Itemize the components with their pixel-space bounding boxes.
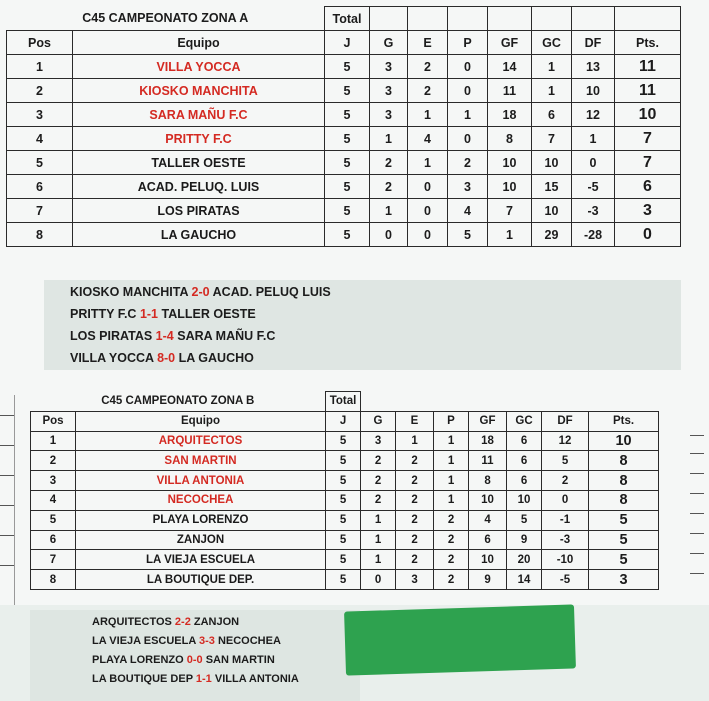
header-gf: GF	[469, 411, 507, 431]
team-cell: TALLER OESTE	[73, 151, 325, 175]
empty-cell	[448, 7, 488, 31]
p-cell: 0	[448, 127, 488, 151]
pos-cell: 2	[31, 451, 76, 471]
j-cell: 5	[326, 490, 361, 510]
gc-cell: 15	[532, 175, 572, 199]
team-cell: KIOSKO MANCHITA	[73, 79, 325, 103]
header-gc: GC	[532, 31, 572, 55]
left-sheet-edge	[0, 395, 15, 605]
header-e: E	[408, 31, 448, 55]
j-cell: 5	[326, 530, 361, 550]
header-j: J	[326, 411, 361, 431]
df-cell: -3	[542, 530, 589, 550]
g-cell: 3	[361, 431, 396, 451]
gf-cell: 8	[469, 471, 507, 491]
home-team: PLAYA LORENZO	[92, 654, 184, 666]
match-score: 2-2	[174, 616, 191, 628]
pos-cell: 3	[31, 471, 76, 491]
j-cell: 5	[326, 471, 361, 491]
e-cell: 2	[396, 530, 434, 550]
j-cell: 5	[326, 550, 361, 570]
table-row	[7, 175, 681, 199]
home-team: VILLA YOCCA	[70, 351, 154, 365]
p-cell: 1	[434, 431, 469, 451]
team-cell: LOS PIRATAS	[73, 199, 325, 223]
g-cell: 1	[361, 550, 396, 570]
empty-cell	[434, 392, 469, 412]
pts-cell: 8	[589, 471, 659, 491]
pts-cell: 8	[589, 490, 659, 510]
header-e: E	[396, 411, 434, 431]
zona-b-title-row	[31, 392, 659, 412]
pts-cell: 8	[589, 451, 659, 471]
team-cell: VILLA ANTONIA	[76, 471, 326, 491]
team-cell: SARA MAÑU F.C	[73, 103, 325, 127]
g-cell: 0	[370, 223, 408, 247]
g-cell: 1	[370, 199, 408, 223]
pos-cell: 8	[31, 570, 76, 590]
pos-cell: 1	[7, 55, 73, 79]
gc-cell: 9	[507, 530, 542, 550]
e-cell: 2	[396, 471, 434, 491]
header-gf: GF	[488, 31, 532, 55]
empty-cell	[361, 392, 396, 412]
match-score: 3-3	[198, 635, 215, 647]
header-df: DF	[572, 31, 615, 55]
gf-cell: 11	[488, 79, 532, 103]
df-cell: 10	[572, 79, 615, 103]
g-cell: 2	[370, 151, 408, 175]
gf-cell: 10	[488, 175, 532, 199]
e-cell: 1	[408, 151, 448, 175]
gf-cell: 6	[469, 530, 507, 550]
empty-cell	[572, 7, 615, 31]
gc-cell: 6	[532, 103, 572, 127]
header-df: DF	[542, 411, 589, 431]
zona-a-results	[44, 280, 681, 370]
e-cell: 2	[408, 79, 448, 103]
gf-cell: 11	[469, 451, 507, 471]
team-cell: LA BOUTIQUE DEP.	[76, 570, 326, 590]
j-cell: 5	[325, 223, 370, 247]
df-cell: -3	[572, 199, 615, 223]
gc-cell: 5	[507, 510, 542, 530]
home-team: KIOSKO MANCHITA	[70, 285, 189, 299]
p-cell: 1	[434, 471, 469, 491]
df-cell: 12	[572, 103, 615, 127]
p-cell: 5	[448, 223, 488, 247]
j-cell: 5	[326, 431, 361, 451]
result-line	[92, 635, 281, 647]
gc-cell: 6	[507, 451, 542, 471]
gc-cell: 1	[532, 79, 572, 103]
gc-cell: 14	[507, 570, 542, 590]
team-cell: NECOCHEA	[76, 490, 326, 510]
gc-cell: 1	[532, 55, 572, 79]
j-cell: 5	[326, 510, 361, 530]
g-cell: 2	[370, 175, 408, 199]
df-cell: 0	[572, 151, 615, 175]
df-cell: 13	[572, 55, 615, 79]
pts-cell: 7	[615, 127, 681, 151]
pts-cell: 3	[615, 199, 681, 223]
p-cell: 2	[434, 550, 469, 570]
df-cell: 12	[542, 431, 589, 451]
table-row	[7, 103, 681, 127]
e-cell: 1	[408, 103, 448, 127]
zona-b-results	[30, 610, 360, 701]
away-team: TALLER OESTE	[161, 307, 256, 321]
away-team: NECOCHEA	[217, 635, 281, 647]
df-cell: 2	[542, 471, 589, 491]
pts-cell: 5	[589, 530, 659, 550]
table-row	[7, 127, 681, 151]
gc-cell: 10	[532, 151, 572, 175]
gf-cell: 14	[488, 55, 532, 79]
team-cell: LA GAUCHO	[73, 223, 325, 247]
zona-b-title: C45 CAMPEONATO ZONA B	[101, 395, 255, 408]
j-cell: 5	[325, 199, 370, 223]
pts-cell: 5	[589, 550, 659, 570]
pos-cell: 1	[31, 431, 76, 451]
g-cell: 2	[361, 471, 396, 491]
empty-cell	[532, 7, 572, 31]
j-cell: 5	[326, 451, 361, 471]
p-cell: 0	[448, 79, 488, 103]
away-team: ZANJON	[193, 616, 240, 628]
pts-cell: 0	[615, 223, 681, 247]
gf-cell: 8	[488, 127, 532, 151]
header-g: G	[370, 31, 408, 55]
zona-a-title-row	[7, 7, 681, 31]
empty-cell	[396, 392, 434, 412]
zona-a-title: C45 CAMPEONATO ZONA A	[82, 11, 249, 26]
gf-cell: 10	[469, 550, 507, 570]
match-score: 1-4	[155, 329, 174, 343]
team-cell: LA VIEJA ESCUELA	[76, 550, 326, 570]
p-cell: 3	[448, 175, 488, 199]
match-score: 8-0	[157, 351, 176, 365]
p-cell: 0	[448, 55, 488, 79]
home-team: ARQUITECTOS	[92, 616, 172, 628]
gf-cell: 4	[469, 510, 507, 530]
team-cell: VILLA YOCCA	[73, 55, 325, 79]
p-cell: 2	[434, 530, 469, 550]
zona-b-header-row	[31, 411, 659, 431]
p-cell: 2	[448, 151, 488, 175]
e-cell: 2	[396, 451, 434, 471]
pos-cell: 4	[7, 127, 73, 151]
gc-cell: 20	[507, 550, 542, 570]
e-cell: 2	[396, 490, 434, 510]
gc-cell: 6	[507, 431, 542, 451]
j-cell: 5	[325, 175, 370, 199]
pts-cell: 11	[615, 79, 681, 103]
pos-cell: 8	[7, 223, 73, 247]
team-cell: ZANJON	[76, 530, 326, 550]
right-sheet-edge	[690, 395, 709, 605]
match-score: 2-0	[191, 285, 210, 299]
gf-cell: 7	[488, 199, 532, 223]
pos-cell: 3	[7, 103, 73, 127]
empty-cell	[615, 7, 681, 31]
pos-cell: 5	[31, 510, 76, 530]
p-cell: 2	[434, 510, 469, 530]
zona-a-header-row	[7, 31, 681, 55]
e-cell: 2	[408, 55, 448, 79]
df-cell: -1	[542, 510, 589, 530]
g-cell: 1	[370, 127, 408, 151]
table-row	[31, 530, 659, 550]
g-cell: 0	[361, 570, 396, 590]
match-score: 0-0	[186, 654, 203, 666]
away-team: LA GAUCHO	[178, 351, 254, 365]
e-cell: 0	[408, 175, 448, 199]
table-row	[31, 550, 659, 570]
empty-cell	[589, 392, 659, 412]
e-cell: 2	[396, 550, 434, 570]
zona-a-total-label: Total	[325, 7, 370, 31]
header-equipo: Equipo	[76, 411, 326, 431]
j-cell: 5	[325, 151, 370, 175]
home-team: LA BOUTIQUE DEP	[92, 673, 193, 685]
g-cell: 1	[361, 510, 396, 530]
zona-a-table	[6, 6, 681, 247]
pts-cell: 3	[589, 570, 659, 590]
empty-cell	[488, 7, 532, 31]
team-cell: PRITTY F.C	[73, 127, 325, 151]
gc-cell: 6	[507, 471, 542, 491]
result-line	[70, 329, 275, 343]
result-line	[92, 616, 239, 628]
empty-cell	[542, 392, 589, 412]
result-line	[92, 673, 299, 685]
table-row	[31, 570, 659, 590]
g-cell: 2	[361, 490, 396, 510]
away-team: SARA MAÑU F.C	[177, 329, 276, 343]
team-cell: PLAYA LORENZO	[76, 510, 326, 530]
away-team: SAN MARTIN	[205, 654, 275, 666]
j-cell: 5	[325, 55, 370, 79]
p-cell: 1	[434, 451, 469, 471]
table-row	[7, 199, 681, 223]
g-cell: 3	[370, 79, 408, 103]
table-row	[31, 471, 659, 491]
p-cell: 1	[434, 490, 469, 510]
gf-cell: 10	[469, 490, 507, 510]
home-team: LOS PIRATAS	[70, 329, 153, 343]
g-cell: 3	[370, 55, 408, 79]
green-tape	[344, 604, 576, 675]
gc-cell: 10	[532, 199, 572, 223]
e-cell: 3	[396, 570, 434, 590]
zona-b-total-label: Total	[326, 392, 361, 412]
pos-cell: 5	[7, 151, 73, 175]
pos-cell: 2	[7, 79, 73, 103]
away-team: VILLA ANTONIA	[214, 673, 299, 685]
gc-cell: 29	[532, 223, 572, 247]
table-row	[7, 55, 681, 79]
table-row	[31, 510, 659, 530]
table-row	[7, 79, 681, 103]
pts-cell: 10	[589, 431, 659, 451]
p-cell: 2	[434, 570, 469, 590]
df-cell: -5	[542, 570, 589, 590]
empty-cell	[370, 7, 408, 31]
header-p: P	[434, 411, 469, 431]
df-cell: 5	[542, 451, 589, 471]
pts-cell: 6	[615, 175, 681, 199]
pos-cell: 6	[31, 530, 76, 550]
table-row	[31, 451, 659, 471]
j-cell: 5	[326, 570, 361, 590]
df-cell: -5	[572, 175, 615, 199]
p-cell: 4	[448, 199, 488, 223]
table-row	[7, 223, 681, 247]
j-cell: 5	[325, 79, 370, 103]
home-team: PRITTY F.C	[70, 307, 137, 321]
df-cell: 0	[542, 490, 589, 510]
gf-cell: 1	[488, 223, 532, 247]
gf-cell: 18	[469, 431, 507, 451]
e-cell: 0	[408, 199, 448, 223]
pts-cell: 5	[589, 510, 659, 530]
empty-cell	[469, 392, 507, 412]
header-pos: Pos	[31, 411, 76, 431]
header-p: P	[448, 31, 488, 55]
header-g: G	[361, 411, 396, 431]
team-cell: ARQUITECTOS	[76, 431, 326, 451]
pts-cell: 10	[615, 103, 681, 127]
header-pos: Pos	[7, 31, 73, 55]
result-line	[92, 654, 275, 666]
table-row	[31, 431, 659, 451]
match-score: 1-1	[139, 307, 159, 321]
pos-cell: 7	[31, 550, 76, 570]
result-line	[70, 307, 256, 321]
pos-cell: 6	[7, 175, 73, 199]
g-cell: 2	[361, 451, 396, 471]
zona-b-table	[30, 391, 659, 590]
g-cell: 1	[361, 530, 396, 550]
pos-cell: 7	[7, 199, 73, 223]
df-cell: -10	[542, 550, 589, 570]
table-row	[31, 490, 659, 510]
gf-cell: 10	[488, 151, 532, 175]
df-cell: -28	[572, 223, 615, 247]
gc-cell: 10	[507, 490, 542, 510]
header-pts: Pts.	[615, 31, 681, 55]
g-cell: 3	[370, 103, 408, 127]
gf-cell: 9	[469, 570, 507, 590]
pos-cell: 4	[31, 490, 76, 510]
empty-cell	[507, 392, 542, 412]
df-cell: 1	[572, 127, 615, 151]
j-cell: 5	[325, 127, 370, 151]
header-equipo: Equipo	[73, 31, 325, 55]
result-line	[70, 285, 331, 299]
gc-cell: 7	[532, 127, 572, 151]
empty-cell	[408, 7, 448, 31]
team-cell: ACAD. PELUQ. LUIS	[73, 175, 325, 199]
pts-cell: 7	[615, 151, 681, 175]
home-team: LA VIEJA ESCUELA	[92, 635, 196, 647]
header-gc: GC	[507, 411, 542, 431]
p-cell: 1	[448, 103, 488, 127]
table-row	[7, 151, 681, 175]
gf-cell: 18	[488, 103, 532, 127]
e-cell: 0	[408, 223, 448, 247]
e-cell: 1	[396, 431, 434, 451]
header-j: J	[325, 31, 370, 55]
e-cell: 2	[396, 510, 434, 530]
result-line	[70, 351, 254, 365]
e-cell: 4	[408, 127, 448, 151]
pts-cell: 11	[615, 55, 681, 79]
team-cell: SAN MARTIN	[76, 451, 326, 471]
header-pts: Pts.	[589, 411, 659, 431]
match-score: 1-1	[195, 673, 212, 685]
j-cell: 5	[325, 103, 370, 127]
away-team: ACAD. PELUQ LUIS	[212, 285, 331, 299]
